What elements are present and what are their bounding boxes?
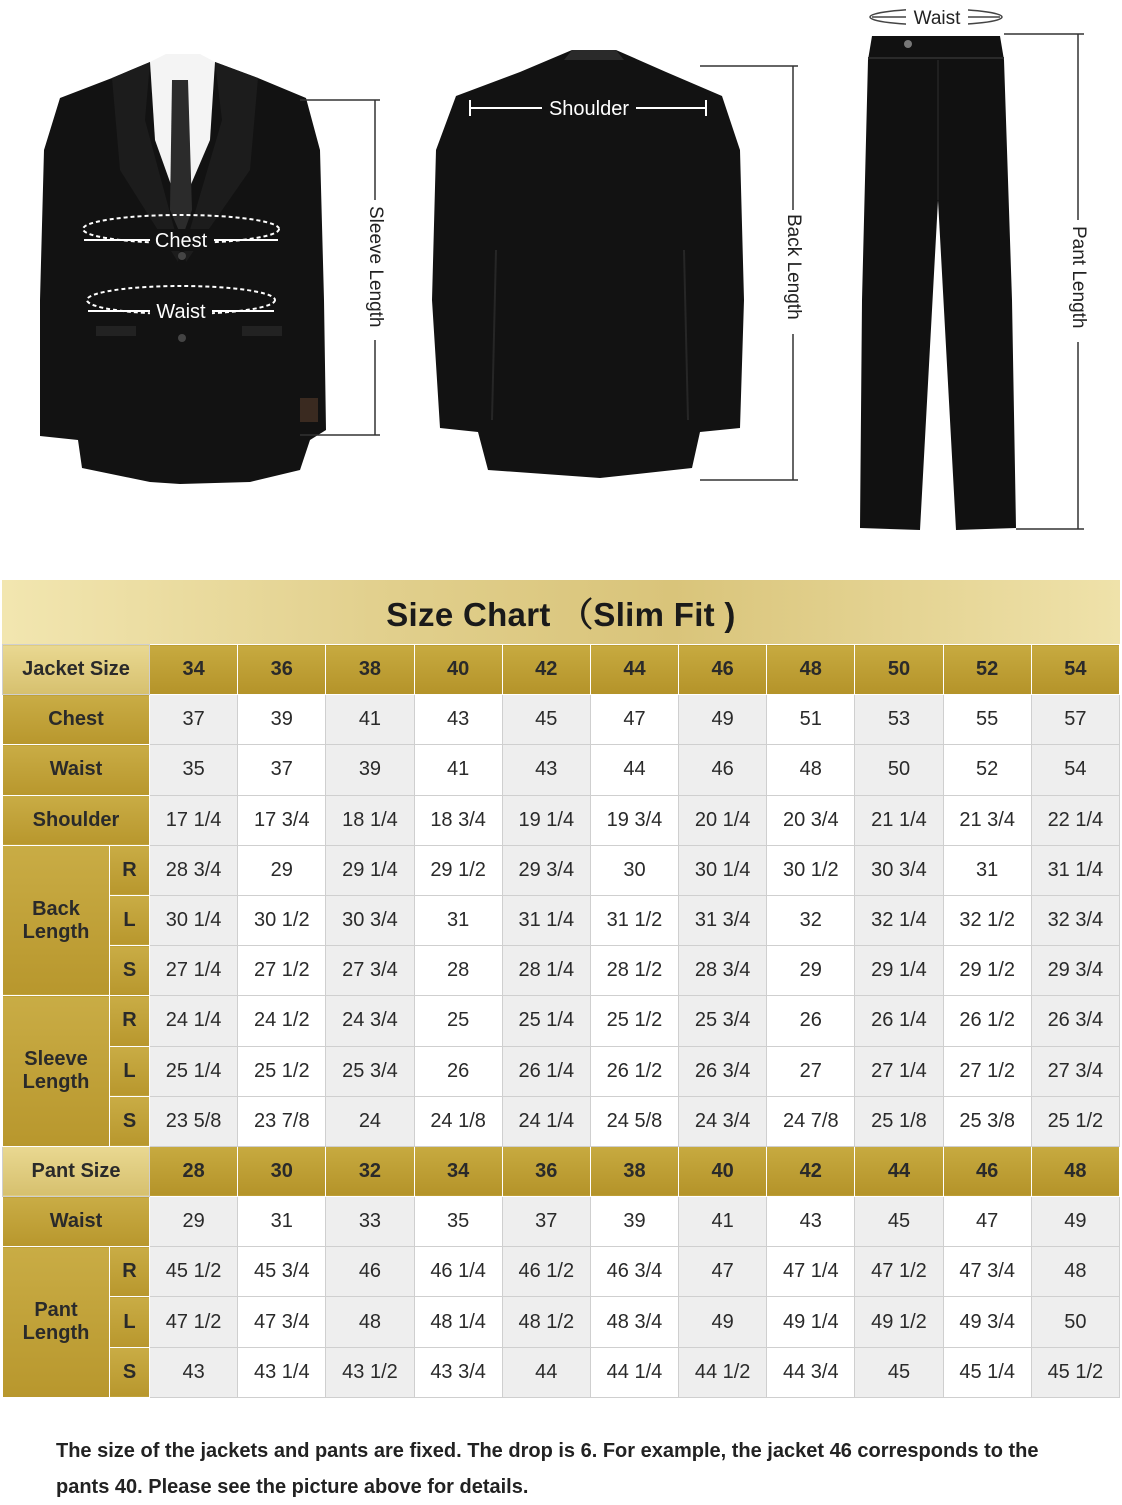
size-cell: 30 1/2 bbox=[767, 845, 855, 895]
size-cell: 45 1/2 bbox=[1031, 1347, 1119, 1397]
size-header-cell: 48 bbox=[767, 645, 855, 695]
size-cell: 35 bbox=[414, 1197, 502, 1247]
size-cell: 21 1/4 bbox=[855, 795, 943, 845]
size-cell: 46 bbox=[326, 1247, 414, 1297]
size-cell: 30 3/4 bbox=[326, 895, 414, 945]
pant-length-row bbox=[3, 1247, 1120, 1297]
size-cell: 30 3/4 bbox=[855, 845, 943, 895]
size-cell: 17 3/4 bbox=[238, 795, 326, 845]
size-cell: 26 bbox=[414, 1046, 502, 1096]
sleeve-length-label: Sleeve Length bbox=[365, 206, 386, 328]
size-header-cell: 50 bbox=[855, 645, 943, 695]
size-header-cell: 46 bbox=[943, 1146, 1031, 1196]
size-cell: 39 bbox=[238, 695, 326, 745]
size-cell: 26 3/4 bbox=[679, 1046, 767, 1096]
size-cell: 32 3/4 bbox=[1031, 895, 1119, 945]
size-cell: 46 bbox=[679, 745, 767, 795]
size-cell: 46 1/4 bbox=[414, 1247, 502, 1297]
size-cell: 30 1/4 bbox=[150, 895, 238, 945]
size-cell: 37 bbox=[502, 1197, 590, 1247]
size-cell: 47 1/2 bbox=[855, 1247, 943, 1297]
size-cell: 49 1/2 bbox=[855, 1297, 943, 1347]
size-cell: 31 bbox=[943, 845, 1031, 895]
back-length-row bbox=[3, 946, 1120, 996]
size-cell: 29 1/2 bbox=[943, 946, 1031, 996]
size-cell: 26 1/2 bbox=[943, 996, 1031, 1046]
size-header-cell: 30 bbox=[238, 1146, 326, 1196]
size-header-cell: 42 bbox=[502, 645, 590, 695]
size-cell: 31 1/2 bbox=[590, 895, 678, 945]
size-cell: 29 3/4 bbox=[1031, 946, 1119, 996]
shoulder-label: Shoulder bbox=[548, 98, 630, 120]
pant-length-row bbox=[3, 1347, 1120, 1397]
fit-variant-label: R bbox=[110, 845, 150, 895]
size-cell: 32 1/4 bbox=[855, 895, 943, 945]
fit-variant-label: S bbox=[110, 946, 150, 996]
size-cell: 44 bbox=[590, 745, 678, 795]
size-cell: 25 1/8 bbox=[855, 1096, 943, 1146]
size-cell: 43 1/2 bbox=[326, 1347, 414, 1397]
size-cell: 54 bbox=[1031, 745, 1119, 795]
size-cell: 24 3/4 bbox=[679, 1096, 767, 1146]
pant-length-label: Pant Length bbox=[3, 1247, 110, 1398]
back-length-row bbox=[3, 845, 1120, 895]
size-cell: 24 1/4 bbox=[150, 996, 238, 1046]
pant-size-row bbox=[3, 1146, 1120, 1196]
size-header-cell: 38 bbox=[326, 645, 414, 695]
size-cell: 43 bbox=[414, 695, 502, 745]
pant-length-row bbox=[3, 1297, 1120, 1347]
pant-waist-row bbox=[3, 1197, 1120, 1247]
size-cell: 27 1/2 bbox=[238, 946, 326, 996]
size-cell: 25 3/4 bbox=[679, 996, 767, 1046]
pant-length-label: Pant Length bbox=[1068, 226, 1089, 329]
back-length-label: Back Length bbox=[3, 845, 110, 996]
size-cell: 37 bbox=[150, 695, 238, 745]
size-cell: 19 1/4 bbox=[502, 795, 590, 845]
size-cell: 32 bbox=[767, 895, 855, 945]
back-length-label: Back Length bbox=[783, 214, 804, 320]
jacket-chest-row bbox=[3, 695, 1120, 745]
size-cell: 26 1/4 bbox=[855, 996, 943, 1046]
size-cell: 18 3/4 bbox=[414, 795, 502, 845]
size-cell: 26 1/2 bbox=[590, 1046, 678, 1096]
chest-label: Chest bbox=[154, 230, 208, 252]
size-cell: 22 1/4 bbox=[1031, 795, 1119, 845]
back-length-row bbox=[3, 895, 1120, 945]
jacket-shoulder-row bbox=[3, 795, 1120, 845]
fit-variant-label: R bbox=[110, 1247, 150, 1297]
size-cell: 35 bbox=[150, 745, 238, 795]
size-cell: 29 bbox=[238, 845, 326, 895]
size-cell: 24 1/2 bbox=[238, 996, 326, 1046]
size-note: The size of the jackets and pants are fixed. The drop is 6. For example, the jacket 46 corresponds to the pants 40. Please see the picture above for details. bbox=[56, 1440, 1039, 1498]
size-cell: 24 bbox=[326, 1096, 414, 1146]
size-cell: 44 1/2 bbox=[679, 1347, 767, 1397]
size-cell: 45 1/2 bbox=[150, 1247, 238, 1297]
size-cell: 24 3/4 bbox=[326, 996, 414, 1046]
size-cell: 44 3/4 bbox=[767, 1347, 855, 1397]
size-chart-title: Size Chart （Slim Fit ) bbox=[386, 595, 736, 633]
size-cell: 20 3/4 bbox=[767, 795, 855, 845]
size-cell: 49 1/4 bbox=[767, 1297, 855, 1347]
size-cell: 50 bbox=[855, 745, 943, 795]
size-cell: 27 1/4 bbox=[855, 1046, 943, 1096]
jacket-waist-row-label: Waist bbox=[3, 745, 150, 795]
size-cell: 49 bbox=[1031, 1197, 1119, 1247]
size-cell: 24 1/8 bbox=[414, 1096, 502, 1146]
size-cell: 29 1/2 bbox=[414, 845, 502, 895]
size-cell: 41 bbox=[414, 745, 502, 795]
size-cell: 29 1/4 bbox=[326, 845, 414, 895]
size-cell: 27 bbox=[767, 1046, 855, 1096]
size-cell: 25 bbox=[414, 996, 502, 1046]
size-cell: 27 1/4 bbox=[150, 946, 238, 996]
size-cell: 48 bbox=[326, 1297, 414, 1347]
size-header-cell: 34 bbox=[414, 1146, 502, 1196]
size-cell: 43 bbox=[150, 1347, 238, 1397]
jacket-chest-row-label: Chest bbox=[3, 695, 150, 745]
size-header-cell: 44 bbox=[855, 1146, 943, 1196]
sleeve-length-label: Sleeve Length bbox=[3, 996, 110, 1147]
pant-size-row-label: Pant Size bbox=[3, 1146, 150, 1196]
waist-label-jacket: Waist bbox=[156, 301, 206, 323]
size-cell: 17 1/4 bbox=[150, 795, 238, 845]
size-cell: 25 1/4 bbox=[150, 1046, 238, 1096]
jacket-size-row-label: Jacket Size bbox=[3, 645, 150, 695]
size-cell: 43 3/4 bbox=[414, 1347, 502, 1397]
size-cell: 27 1/2 bbox=[943, 1046, 1031, 1096]
size-cell: 28 1/2 bbox=[590, 946, 678, 996]
pant-waist-row-label: Waist bbox=[3, 1197, 150, 1247]
size-cell: 23 5/8 bbox=[150, 1096, 238, 1146]
size-cell: 43 bbox=[767, 1197, 855, 1247]
fit-variant-label: L bbox=[110, 1297, 150, 1347]
size-cell: 31 1/4 bbox=[1031, 845, 1119, 895]
size-cell: 25 3/4 bbox=[326, 1046, 414, 1096]
size-cell: 48 bbox=[767, 745, 855, 795]
size-cell: 23 7/8 bbox=[238, 1096, 326, 1146]
fit-variant-label: R bbox=[110, 996, 150, 1046]
size-cell: 46 1/2 bbox=[502, 1247, 590, 1297]
fit-variant-label: S bbox=[110, 1347, 150, 1397]
size-cell: 47 1/4 bbox=[767, 1247, 855, 1297]
size-cell: 53 bbox=[855, 695, 943, 745]
sleeve-length-row bbox=[3, 996, 1120, 1046]
size-cell: 47 3/4 bbox=[943, 1247, 1031, 1297]
size-cell: 48 1/4 bbox=[414, 1297, 502, 1347]
size-cell: 24 5/8 bbox=[590, 1096, 678, 1146]
size-cell: 48 3/4 bbox=[590, 1297, 678, 1347]
size-cell: 28 3/4 bbox=[150, 845, 238, 895]
size-header-cell: 46 bbox=[679, 645, 767, 695]
size-cell: 18 1/4 bbox=[326, 795, 414, 845]
size-cell: 31 3/4 bbox=[679, 895, 767, 945]
size-cell: 50 bbox=[1031, 1297, 1119, 1347]
size-header-cell: 38 bbox=[590, 1146, 678, 1196]
size-cell: 39 bbox=[326, 745, 414, 795]
size-cell: 30 1/4 bbox=[679, 845, 767, 895]
size-cell: 26 3/4 bbox=[1031, 996, 1119, 1046]
size-cell: 25 1/2 bbox=[590, 996, 678, 1046]
size-cell: 25 3/8 bbox=[943, 1096, 1031, 1146]
fit-variant-label: L bbox=[110, 895, 150, 945]
size-cell: 48 1/2 bbox=[502, 1297, 590, 1347]
size-cell: 49 3/4 bbox=[943, 1297, 1031, 1347]
size-cell: 19 3/4 bbox=[590, 795, 678, 845]
size-cell: 47 bbox=[943, 1197, 1031, 1247]
pant-length-measure bbox=[1004, 34, 1089, 529]
size-header-cell: 32 bbox=[326, 1146, 414, 1196]
size-cell: 30 bbox=[590, 845, 678, 895]
size-cell: 52 bbox=[943, 745, 1031, 795]
size-cell: 29 1/4 bbox=[855, 946, 943, 996]
size-header-cell: 36 bbox=[502, 1146, 590, 1196]
jacket-size-row bbox=[3, 645, 1120, 695]
size-cell: 25 1/2 bbox=[1031, 1096, 1119, 1146]
size-header-cell: 34 bbox=[150, 645, 238, 695]
size-cell: 27 3/4 bbox=[1031, 1046, 1119, 1096]
size-cell: 25 1/2 bbox=[238, 1046, 326, 1096]
size-cell: 44 1/4 bbox=[590, 1347, 678, 1397]
size-cell: 33 bbox=[326, 1197, 414, 1247]
garment-illustration bbox=[0, 0, 1122, 560]
size-cell: 47 1/2 bbox=[150, 1297, 238, 1347]
size-cell: 44 bbox=[502, 1347, 590, 1397]
sleeve-length-row bbox=[3, 1046, 1120, 1096]
size-cell: 26 bbox=[767, 996, 855, 1046]
size-header-cell: 40 bbox=[414, 645, 502, 695]
size-header-cell: 40 bbox=[679, 1146, 767, 1196]
size-cell: 51 bbox=[767, 695, 855, 745]
size-cell: 41 bbox=[679, 1197, 767, 1247]
size-header-cell: 28 bbox=[150, 1146, 238, 1196]
size-chart bbox=[2, 580, 1120, 1398]
size-cell: 28 3/4 bbox=[679, 946, 767, 996]
size-cell: 31 bbox=[414, 895, 502, 945]
size-cell: 45 1/4 bbox=[943, 1347, 1031, 1397]
pants-waist-label: Waist bbox=[913, 8, 961, 29]
size-cell: 45 bbox=[855, 1197, 943, 1247]
size-header-cell: 36 bbox=[238, 645, 326, 695]
size-cell: 21 3/4 bbox=[943, 795, 1031, 845]
size-cell: 49 bbox=[679, 695, 767, 745]
size-table bbox=[2, 644, 1120, 1398]
sleeve-length-row bbox=[3, 1096, 1120, 1146]
size-cell: 37 bbox=[238, 745, 326, 795]
jacket-front-figure bbox=[40, 54, 326, 484]
size-cell: 55 bbox=[943, 695, 1031, 745]
size-cell: 24 1/4 bbox=[502, 1096, 590, 1146]
jacket-back-figure bbox=[432, 50, 744, 478]
size-cell: 29 bbox=[150, 1197, 238, 1247]
size-cell: 30 1/2 bbox=[238, 895, 326, 945]
size-cell: 27 3/4 bbox=[326, 946, 414, 996]
size-cell: 49 bbox=[679, 1297, 767, 1347]
size-cell: 31 bbox=[238, 1197, 326, 1247]
size-cell: 20 1/4 bbox=[679, 795, 767, 845]
size-cell: 28 1/4 bbox=[502, 946, 590, 996]
fit-variant-label: L bbox=[110, 1046, 150, 1096]
size-cell: 57 bbox=[1031, 695, 1119, 745]
size-cell: 28 bbox=[414, 946, 502, 996]
size-cell: 45 bbox=[502, 695, 590, 745]
size-cell: 32 1/2 bbox=[943, 895, 1031, 945]
size-cell: 41 bbox=[326, 695, 414, 745]
size-cell: 43 1/4 bbox=[238, 1347, 326, 1397]
size-cell: 25 1/4 bbox=[502, 996, 590, 1046]
size-cell: 31 1/4 bbox=[502, 895, 590, 945]
size-cell: 29 3/4 bbox=[502, 845, 590, 895]
jacket-shoulder-row-label: Shoulder bbox=[3, 795, 150, 845]
size-header-cell: 48 bbox=[1031, 1146, 1119, 1196]
size-chart-title-bar bbox=[2, 580, 1120, 645]
jacket-waist-row bbox=[3, 745, 1120, 795]
size-header-cell: 54 bbox=[1031, 645, 1119, 695]
size-header-cell: 52 bbox=[943, 645, 1031, 695]
size-cell: 47 bbox=[590, 695, 678, 745]
size-cell: 39 bbox=[590, 1197, 678, 1247]
size-cell: 46 3/4 bbox=[590, 1247, 678, 1297]
size-cell: 26 1/4 bbox=[502, 1046, 590, 1096]
size-cell: 24 7/8 bbox=[767, 1096, 855, 1146]
size-cell: 29 bbox=[767, 946, 855, 996]
size-cell: 48 bbox=[1031, 1247, 1119, 1297]
size-cell: 47 bbox=[679, 1247, 767, 1297]
fit-variant-label: S bbox=[110, 1096, 150, 1146]
size-header-cell: 42 bbox=[767, 1146, 855, 1196]
size-cell: 47 3/4 bbox=[238, 1297, 326, 1347]
size-header-cell: 44 bbox=[590, 645, 678, 695]
size-cell: 45 bbox=[855, 1347, 943, 1397]
size-cell: 43 bbox=[502, 745, 590, 795]
size-cell: 45 3/4 bbox=[238, 1247, 326, 1297]
pants-figure bbox=[860, 6, 1016, 530]
